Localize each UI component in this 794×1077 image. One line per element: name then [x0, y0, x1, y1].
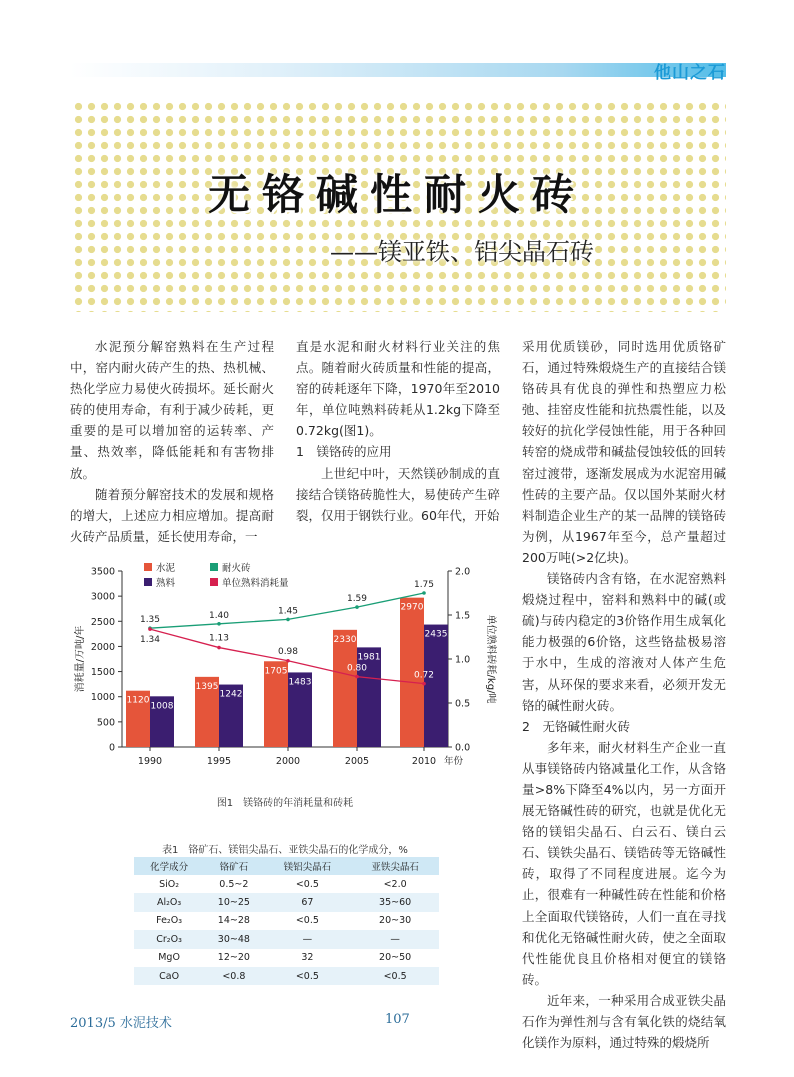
table-cell: 10~25	[204, 893, 263, 911]
table-caption: 表1 铬矿石、镁铝尖晶石、亚铁尖晶石的化学成分，%	[162, 845, 408, 856]
y-tick-label: 2500	[90, 616, 115, 628]
table-header-cell: 亚铁尖晶石	[351, 857, 439, 875]
point-label-unit: 1.34	[139, 635, 161, 646]
table-header-cell: 铬矿石	[204, 857, 263, 875]
table-header-cell: 镁铝尖晶石	[264, 857, 352, 875]
legend-label: 熟料	[156, 578, 176, 589]
table-header-cell: 化学成分	[134, 857, 204, 875]
table-header-row	[134, 857, 439, 875]
point-label-unit: 0.72	[413, 670, 435, 681]
table-cell: 30~48	[204, 930, 263, 948]
table-row	[134, 875, 439, 893]
table-row	[134, 893, 439, 911]
table-cell: Cr₂O₃	[134, 930, 204, 948]
point-label-brick: 1.59	[346, 594, 368, 605]
text-column-2	[296, 336, 500, 526]
table-cell: SiO₂	[159, 878, 180, 890]
y-tick-label: 0	[108, 742, 115, 754]
legend-swatch	[144, 563, 152, 571]
legend-label: 单位熟料消耗量	[222, 578, 289, 589]
table-cell: Al₂O₃	[134, 893, 204, 911]
table-row	[134, 912, 439, 930]
paragraph: 近年来，一种采用合成亚铁尖晶石作为弹性剂与含有氧化铁的烧结氧化镁作为原料，通过特殊的煅烧所	[522, 992, 726, 1051]
composition-table	[134, 857, 439, 985]
text-column-3	[522, 336, 726, 1053]
y2-tick-label: 0.0	[455, 742, 471, 754]
point-label-brick: 1.45	[277, 606, 299, 617]
text-column-1	[70, 336, 274, 547]
article-title: 无铬碱性耐火砖	[207, 170, 586, 219]
table-cell: 12~20	[217, 952, 250, 964]
bar-label-cement: 1120	[126, 695, 150, 706]
y2-axis-label: 单位熟料砖耗/kg/吨	[485, 614, 496, 704]
y2-tick-label: 0.5	[455, 698, 471, 710]
point-unit	[286, 659, 290, 663]
table-cell: 32	[301, 952, 314, 964]
table-cell: 67	[264, 893, 352, 911]
point-brick	[286, 618, 290, 622]
x-tick-label: 1995	[206, 756, 232, 767]
paragraph: 镁铬砖内含有铬，在水泥窑熟料煅烧过程中，窑料和熟料中的碱(或硫)与砖内稳定的3价铬作用生成氧化能力极强的6价铬，这些铬盐极易溶于水中，生成的溶液对人体产生危害，从环保的要求来看，必须开发无铬的碱性耐火砖。	[522, 571, 726, 713]
bar-label-clinker: 2435	[424, 629, 448, 640]
x-tick-label: 2010	[411, 756, 437, 767]
y2-tick-label: 1.0	[455, 654, 471, 666]
point-label-brick: 1.35	[139, 615, 161, 626]
y-tick-label: 3500	[90, 566, 115, 578]
point-label-brick: 1.40	[208, 610, 230, 621]
point-unit	[148, 627, 152, 631]
paragraph: 多年来，耐火材料生产企业一直从事镁铬砖内铬减量化工作，从含铬量>8%下降至4%以内，另一方面开展无铬碱性砖的研究，也就是优化无铬的镁铝尖晶石、白云石、镁白云石、镁铁尖晶石、镁锆砖等无铬碱性砖，取得了不同程度进展。迄今为止，很难有一种碱性砖在性能和价格上全面取代镁铬砖，人们一直在寻找和优化无铬碱性耐火砖，使之全面取代性能优良且价格相对便宜的镁铬砖。	[522, 739, 726, 987]
table-cell: <0.5	[295, 915, 319, 927]
y-tick-label: 3000	[90, 591, 115, 603]
page-number: 107	[385, 1012, 410, 1027]
legend-label: 耐火砖	[222, 563, 251, 574]
table-cell: —	[351, 930, 439, 948]
table-cell: Fe₂O₃	[156, 915, 183, 927]
legend-label: 水泥	[156, 563, 176, 574]
y2-tick-label: 1.5	[455, 610, 471, 622]
bar-label-clinker: 1981	[357, 652, 381, 663]
table-cell: 35~60	[351, 893, 439, 911]
section-heading-2: 2 无铬碱性耐火砖	[522, 718, 630, 734]
y-tick-label: 1000	[90, 692, 115, 704]
paragraph: 采用优质镁砂，同时选用优质铬矿石，通过特殊煅烧生产的直接结合镁铬砖具有优良的弹性和热塑应力松弛、挂窑皮性能和抗热震性能，以及较好的抗化学侵蚀性能，用于各种回转窑的烧成带和碱盐侵蚀较低的回转窑过渡带，逐渐发展成为水泥窑用碱性砖的主要产品。仅以国外某耐火材料制造企业生产的某一品牌的镁铬砖为例，从1967年至今，总产量超过200万吨(>2亿块)。	[522, 339, 726, 565]
paragraph: 直是水泥和耐火材料行业关注的焦点。随着耐火砖质量和性能的提高，窑的砖耗逐年下降，1970年至2010年，单位吨熟料砖耗从1.2kg下降至0.72kg(图1)。	[296, 339, 500, 439]
point-label-unit: 0.80	[346, 663, 368, 674]
consumption-chart	[70, 556, 500, 786]
point-unit	[355, 675, 359, 679]
bar-cement	[333, 630, 357, 747]
table-row	[134, 930, 439, 948]
table-cell: CaO	[134, 967, 204, 985]
header-gradient-bar	[70, 63, 726, 77]
bar-clinker	[424, 625, 448, 747]
paragraph: 随着预分解窑技术的发展和规格的增大，上述应力相应增加。提高耐火砖产品质量，延长使用寿命，一	[70, 486, 274, 544]
legend-swatch	[144, 578, 152, 586]
table-cell: <0.5	[264, 967, 352, 985]
point-label-unit: 1.13	[208, 633, 230, 644]
bar-label-cement: 1395	[195, 681, 219, 692]
paragraph: 上世纪中叶，天然镁砂制成的直接结合镁铬砖脆性大，易使砖产生碎裂，仅用于钢铁行业。60年代，开始	[296, 465, 500, 523]
section-heading-1: 1 镁铬砖的应用	[296, 444, 392, 460]
x-tick-label: 2000	[275, 756, 301, 767]
table-cell: 20~50	[379, 952, 412, 964]
paragraph: 水泥预分解窑熟料在生产过程中，窑内耐火砖产生的热、热机械、热化学应力易使火砖损坏。延长耐火砖的使用寿命，有利于减少砖耗，更重要的是可以增加窑的运转率、产量、热效率，降低能耗和有害物排放。	[70, 339, 274, 481]
legend-swatch	[210, 578, 218, 586]
table-cell: —	[264, 930, 352, 948]
bar-label-cement: 2330	[333, 634, 357, 645]
point-label-brick: 1.75	[413, 580, 435, 590]
bar-label-clinker: 1008	[150, 701, 174, 712]
section-label: 他山之石	[654, 63, 726, 83]
table-cell: 20~30	[379, 915, 412, 927]
y2-tick-label: 2.0	[455, 566, 471, 578]
journal-footer: 2013/5 水泥技术	[70, 1016, 172, 1031]
x-tick-label: 2005	[344, 756, 370, 767]
point-brick	[355, 605, 359, 609]
legend-swatch	[210, 563, 218, 571]
figure-caption: 图1 镁铬砖的年消耗量和砖耗	[216, 798, 354, 809]
point-unit	[422, 682, 426, 686]
table-cell: 14~28	[217, 915, 250, 927]
table-cell: 0.5~2	[219, 878, 249, 890]
y-tick-label: 1500	[90, 667, 115, 679]
x-unit-label: 年份	[444, 756, 464, 767]
table-cell: MgO	[158, 952, 180, 964]
y-tick-label: 2000	[90, 641, 115, 653]
table-cell: <0.5	[295, 878, 319, 890]
table-cell: <0.8	[204, 967, 263, 985]
y-axis-label: 消耗量/万吨/年	[75, 625, 86, 693]
x-tick-label: 1990	[137, 756, 163, 767]
y-tick-label: 500	[96, 717, 115, 729]
table-cell: <0.5	[351, 967, 439, 985]
article-subtitle: ——镁亚铁、铝尖晶石砖	[330, 238, 594, 266]
bar-label-clinker: 1242	[219, 689, 243, 700]
point-unit	[217, 646, 221, 650]
point-label-unit: 0.98	[277, 646, 299, 657]
point-brick	[217, 622, 221, 626]
table-cell: <2.0	[383, 878, 407, 890]
table-row	[134, 967, 439, 985]
bar-label-cement: 2970	[400, 602, 424, 613]
bar-label-clinker: 1483	[288, 677, 312, 688]
table-row	[134, 949, 439, 967]
bar-label-cement: 1705	[264, 666, 288, 677]
point-brick	[422, 591, 426, 595]
